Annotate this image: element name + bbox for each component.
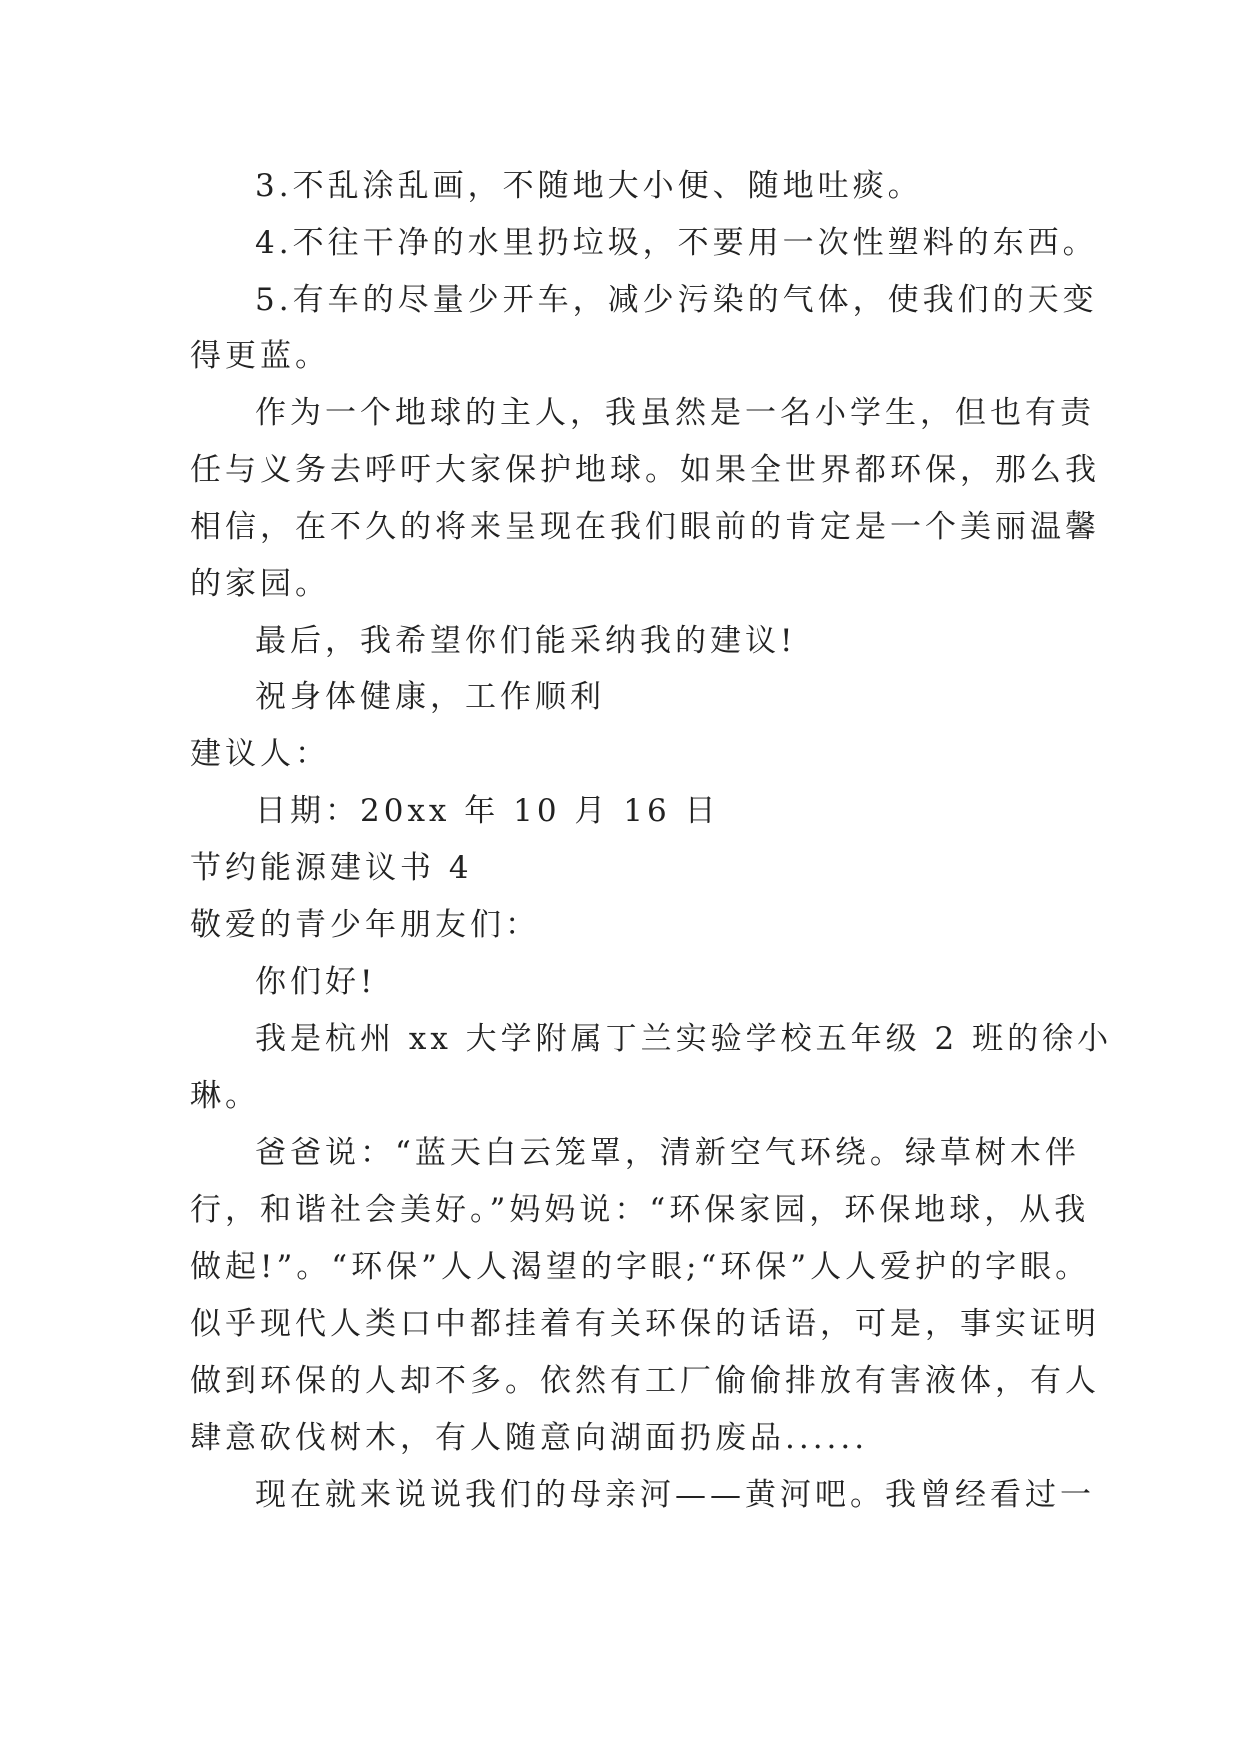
paragraph-start: 爸爸说：“蓝天白云笼罩，清新空气环绕。绿草树木伴 xyxy=(255,1135,1080,1171)
text-line: 得更蓝。 xyxy=(190,338,330,374)
text-line: 相信，在不久的将来呈现在我们眼前的肯定是一个美丽温馨 xyxy=(190,509,1100,545)
text-line: 似乎现代人类口中都挂着有关环保的话语，可是，事实证明 xyxy=(190,1306,1100,1342)
text-line: 肆意砍伐树木，有人随意向湖面扔废品...... xyxy=(190,1420,869,1456)
paragraph-start: 现在就来说说我们的母亲河——黄河吧。我曾经看过一 xyxy=(255,1477,1095,1513)
signer-label: 建议人： xyxy=(190,736,330,772)
greeting-line: 祝身体健康，工作顺利 xyxy=(255,679,605,715)
text-line: 琳。 xyxy=(190,1078,260,1114)
closing-line: 最后，我希望你们能采纳我的建议! xyxy=(255,623,797,659)
paragraph-start: 作为一个地球的主人，我虽然是一名小学生，但也有责 xyxy=(255,395,1095,431)
text-line-item-5: 5.有车的尽量少开车，减少污染的气体，使我们的天变 xyxy=(255,282,1098,318)
text-line: 行，和谐社会美好。”妈妈说：“环保家园，环保地球，从我 xyxy=(190,1192,1090,1228)
section-title: 节约能源建议书 4 xyxy=(190,850,473,886)
greeting: 你们好! xyxy=(255,964,377,1000)
date-line: 日期：20xx 年 10 月 16 日 xyxy=(255,793,720,829)
text-line-item-3: 3.不乱涂乱画，不随地大小便、随地吐痰。 xyxy=(255,168,923,204)
paragraph-start: 我是杭州 xx 大学附属丁兰实验学校五年级 2 班的徐小 xyxy=(255,1021,1113,1057)
text-line-item-4: 4.不往干净的水里扔垃圾，不要用一次性塑料的东西。 xyxy=(255,225,1098,261)
text-line: 任与义务去呼吁大家保护地球。如果全世界都环保，那么我 xyxy=(190,452,1100,488)
salutation: 敬爱的青少年朋友们： xyxy=(190,907,540,943)
text-line: 的家园。 xyxy=(190,566,330,602)
text-line: 做到环保的人却不多。依然有工厂偷偷排放有害液体，有人 xyxy=(190,1363,1100,1399)
text-line: 做起!”。“环保”人人渴望的字眼;“环保”人人爱护的字眼。 xyxy=(190,1249,1091,1285)
